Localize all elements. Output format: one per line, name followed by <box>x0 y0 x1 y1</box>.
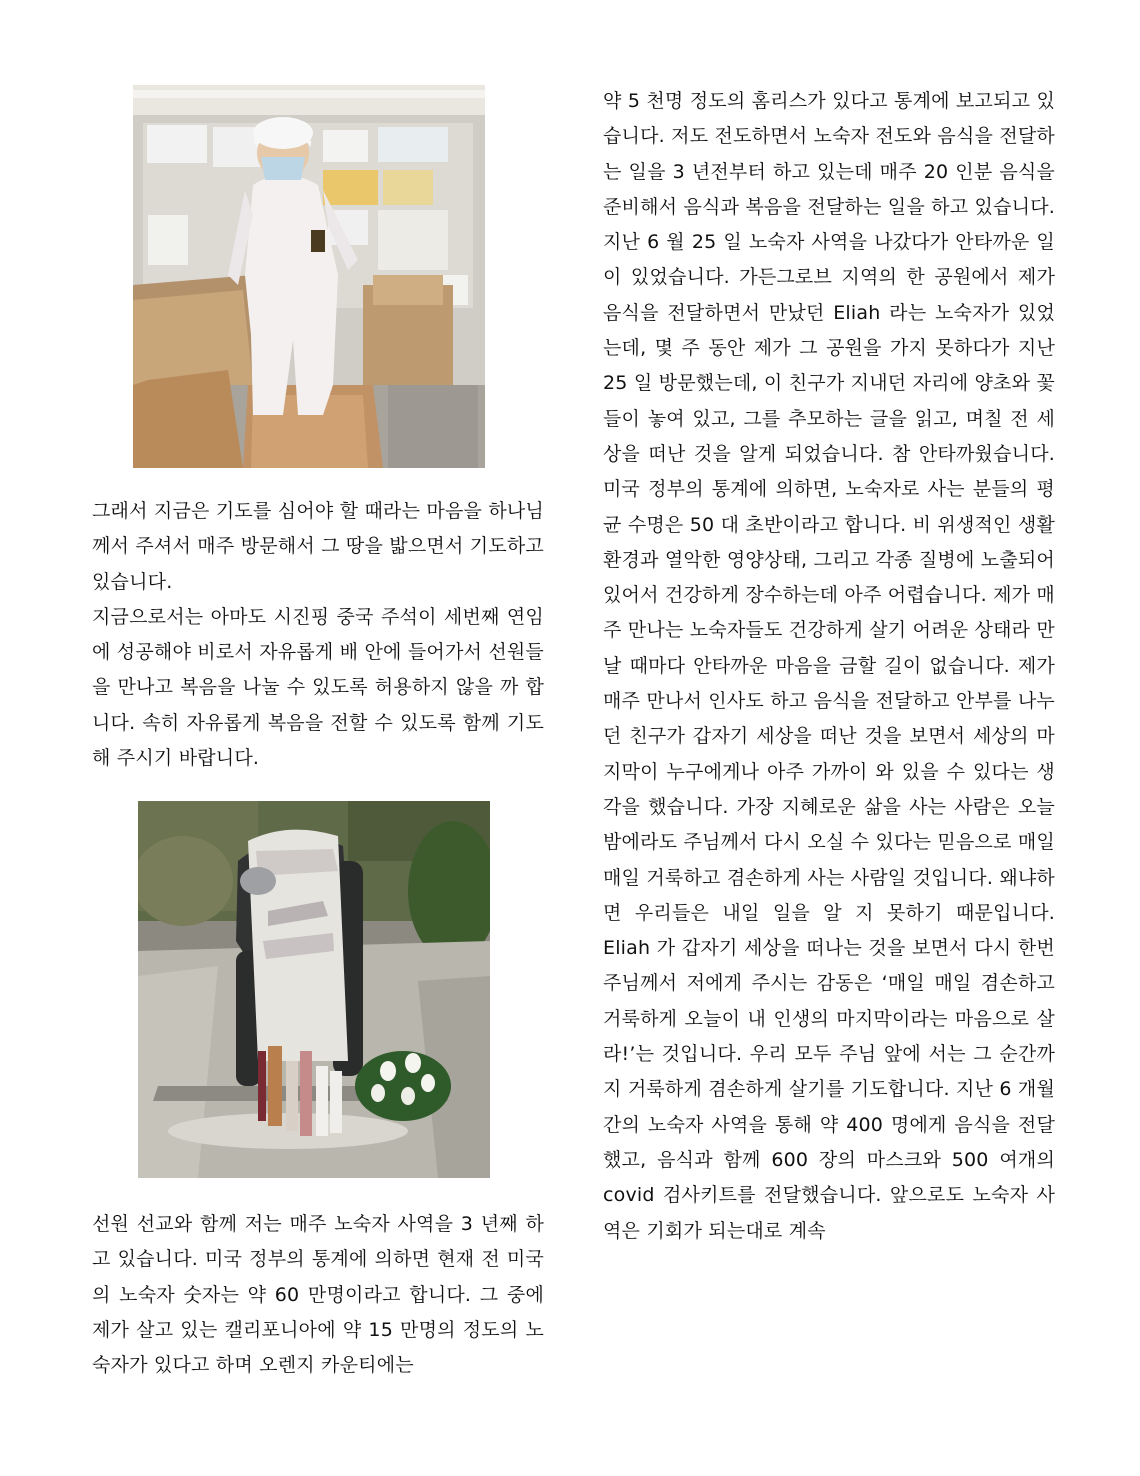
homeless-ministry-paragraph: 선원 선교와 함께 저는 매주 노숙자 사역을 3 년째 하고 있습니다. 미국 정부의 통계에 의하면 현재 전 미국의 노숙자 숫자는 약 60 만명이라고 합니다. 그 중에 제가 살고 있는 캘리포니아에 약 15 만명의 정도의 노숙자가 있다고 하며 오렌지 카운티에는 <box>92 1213 544 1377</box>
left-bottom-text-block <box>92 1207 544 1383</box>
right-column-text-block <box>603 84 1055 1249</box>
left-top-text-block <box>92 494 544 776</box>
eliah-story-paragraph: 약 5 천명 정도의 홈리스가 있다고 통계에 보고되고 있습니다. 저도 전도하면서 노숙자 전도와 음식을 전달하는 일을 3 년전부터 하고 있는데 매주 20 인분 음식을 준비해서 음식과 복음을 전달하는 일을 하고 있습니다. 지난 6 월 25 일 노숙자 사역을 나갔다가 안타까운 일이 있었습니다. 가든그로브 지역의 한 공원에서 제가 음식을 전달하면서 만났던 Eliah 라는 노숙자가 있었는데, 몇 주 동안 제가 그 공원을 가지 못하다가 지난 25 일 방문했는데, 이 친구가 지내던 자리에 양초와 꽃들이 놓여 있고, 그를 추모하는 글을 읽고, 며칠 전 세상을 떠난 것을 알게 되었습니다. 참 안타까웠습니다. 미국 정부의 통계에 의하면, 노숙자로 사는 분들의 평균 수명은 50 대 초반이라고 합니다. 비 위생적인 생활 환경과 열악한 영양상태, 그리고 각종 질병에 노출되어 있어서 건강하게 장수하는데 아주 어렵습니다. 제가 매주 만나는 노숙자들도 건강하게 살기 어려운 상태라 만날 때마다 안타까운 마음을 금할 길이 없습니다. 제가 매주 만나서 인사도 하고 음식을 전달하고 안부를 나누던 친구가 갑자기 세상을 떠난 것을 보면서 세상의 마지막이 누구에게나 아주 가까이 와 있을 수 있다는 생각을 했습니다. 가장 지혜로운 삶을 사는 사람은 오늘 밤에라도 주님께서 다시 오실 수 있다는 믿음으로 매일 매일 거룩하고 겸손하게 사는 사람일 것입니다. 왜냐하면 우리들은 내일 일을 알 지 못하기 때문입니다. Eliah 가 갑자기 세상을 떠나는 것을 보면서 다시 한번 주님께서 저에게 주시는 감동은 ‘매일 매일 겸손하고 거룩하게 오늘이 내 인생의 마지막이라는 마음으로 살라!’는 것입니다. 우리 모두 주님 앞에 서는 그 순간까지 거룩하게 겸손하게 살기를 기도합니다. 지난 6 개월간의 노숙자 사역을 통해 약 400 명에게 음식을 전달했고, 음식과 함께 600 장의 마스크와 500 여개의 covid 검사키트를 전달했습니다. 앞으로도 노숙자 사역은 기회가 되는대로 계속 <box>603 90 1055 1242</box>
memorial-photo-illustration <box>138 801 490 1178</box>
protective-suit-photo-illustration <box>133 85 485 468</box>
prayer-paragraph: 그래서 지금은 기도를 심어야 할 때라는 마음을 하나님께서 주셔서 매주 방문해서 그 땅을 밟으면서 기도하고 있습니다. <box>92 500 544 593</box>
memorial-photo <box>138 801 490 1178</box>
protective-suit-photo <box>133 85 485 468</box>
china-prayer-paragraph: 지금으로서는 아마도 시진핑 중국 주석이 세번째 연임에 성공해야 비로서 자유롭게 배 안에 들어가서 선원들을 만나고 복음을 나눌 수 있도록 허용하지 않을 까 합니다. 속히 자유롭게 복음을 전할 수 있도록 함께 기도해 주시기 바랍니다. <box>92 605 544 770</box>
